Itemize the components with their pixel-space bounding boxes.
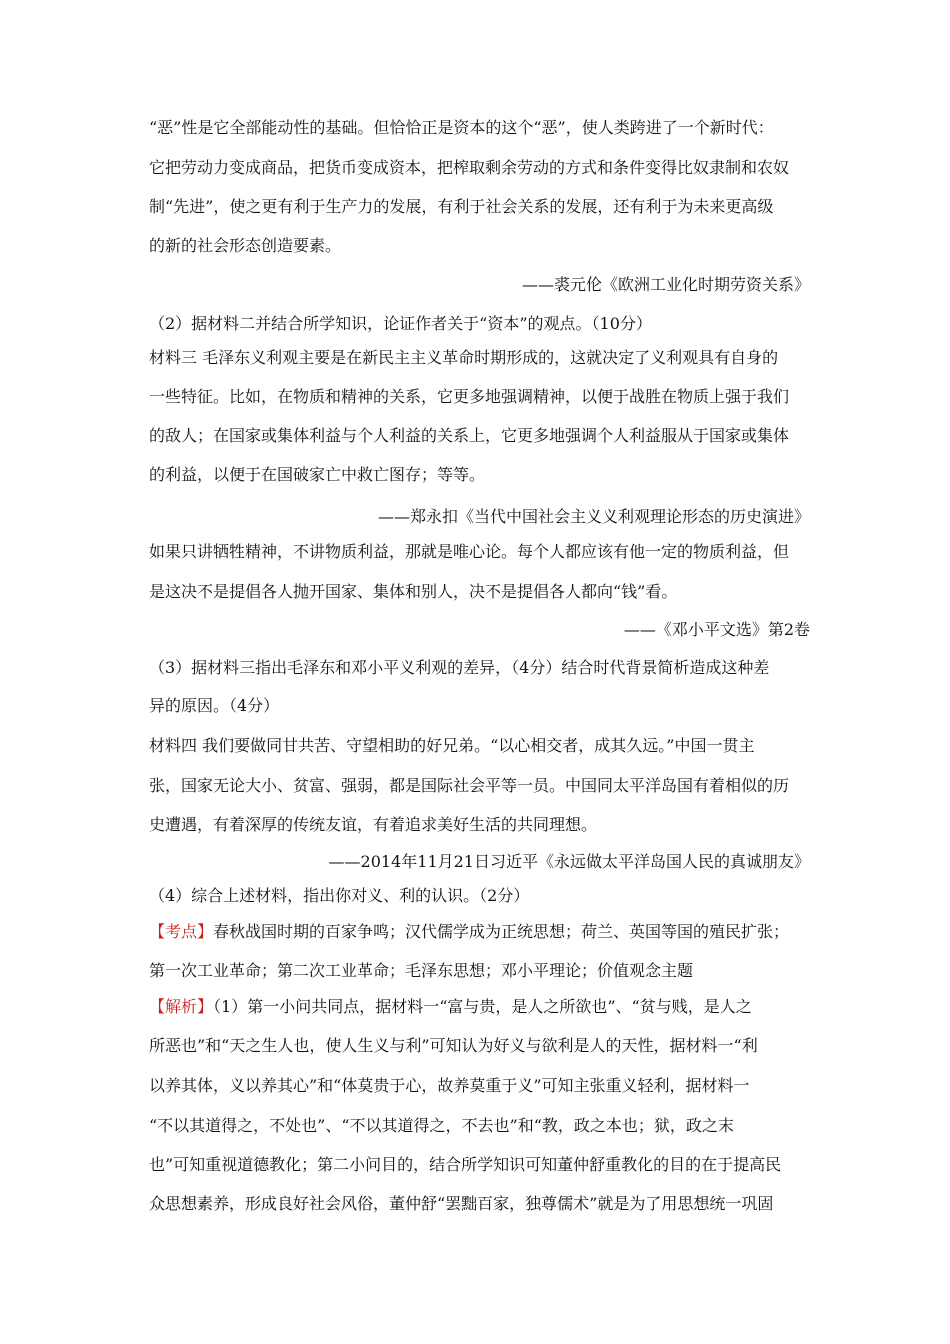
text-line: 材料三 毛泽东义利观主要是在新民主主义革命时期形成的，这就决定了义利观具有自身的 [149, 348, 779, 367]
text-line: 也”可知重视道德教化；第二小问目的，结合所学知识可知董仲舒重教化的目的在于提高民 [149, 1155, 782, 1174]
text-line: 材料四 我们要做同甘共苦、守望相助的好兄弟。“以心相交者，成其久远。”中国一贯主 [149, 736, 755, 755]
text-line: 的利益，以便于在国破家亡中救亡图存；等等。 [149, 465, 486, 484]
text-line: 制“先进”，使之更有利于生产力的发展，有利于社会关系的发展，还有利于为未来更高级 [149, 197, 774, 216]
text-line: 以养其体，义以养其心”和“体莫贵于心，故养莫重于义”可知主张重义轻利，据材料一 [149, 1076, 750, 1095]
text-line: 张，国家无论大小、贫富、强弱，都是国际社会平等一员。中国同太平洋岛国有着相似的历 [149, 776, 790, 795]
question-line: （2）据材料二并结合所学知识，论证作者关于“资本”的观点。（10分） [149, 314, 652, 333]
text-line: 一些特征。比如，在物质和精神的关系，它更多地强调精神，以便于战胜在物质上强于我们 [149, 387, 790, 406]
text-line: 它把劳动力变成商品，把货币变成资本，把榨取剩余劳动的方式和条件变得比奴隶制和农奴 [149, 158, 790, 177]
text-line: 的敌人；在国家或集体利益与个人利益的关系上，它更多地强调个人利益服从于国家或集体 [149, 426, 790, 445]
jiexi-tag: 【解析】 [149, 997, 214, 1016]
text-line: 的新的社会形态创造要素。 [149, 236, 342, 255]
text-line: 史遭遇，有着深厚的传统友谊，有着追求美好生活的共同理想。 [149, 815, 598, 834]
citation-line: ——2014年11月21日习近平《永远做太平洋岛国人民的真诚朋友》 [328, 852, 810, 871]
text-line: “不以其道得之，不处也”、“不以其道得之，不去也”和“教，政之本也；狱，政之末 [149, 1116, 734, 1135]
text-line: “恶”性是它全部能动性的基础。但恰恰正是资本的这个“恶”，使人类跨进了一个新时代： [149, 118, 774, 137]
text-line: 如果只讲牺牲精神，不讲物质利益，那就是唯心论。每个人都应该有他一定的物质利益，但 [149, 542, 790, 561]
citation-line: ——郑永扣《当代中国社会主义义利观理论形态的历史演进》 [377, 507, 810, 526]
text-line: 众思想素养，形成良好社会风俗，董仲舒“罢黜百家，独尊儒术”就是为了用思想统一巩固 [149, 1194, 774, 1213]
question-line: （3）据材料三指出毛泽东和邓小平义利观的差异，（4分）结合时代背景简析造成这种差 [149, 658, 770, 677]
kaodian-tag: 【考点】 [149, 922, 214, 941]
text-line: 异的原因。（4分） [149, 696, 280, 715]
citation-line: ——裘元伦《欧洲工业化时期劳资关系》 [521, 275, 810, 294]
text-line: 所恶也”和“天之生人也，使人生义与利”可知认为好义与欲利是人的天性，据材料一“利 [149, 1036, 758, 1055]
text-line: 第一次工业革命；第二次工业革命；毛泽东思想；邓小平理论；价值观念主题 [149, 961, 694, 980]
citation-line: ——《邓小平文选》第2卷 [623, 620, 810, 639]
kaodian-text: 春秋战国时期的百家争鸣；汉代儒学成为正统思想；荷兰、英国等国的殖民扩张； [213, 922, 790, 941]
text-line: 是这决不是提倡各人抛开国家、集体和别人，决不是提倡各人都向“钱”看。 [149, 582, 678, 601]
kaodian-line [149, 922, 814, 942]
question-line: （4）综合上述材料，指出你对义、利的认识。（2分） [149, 886, 530, 905]
jiexi-text: （1）第一小问共同点，据材料一“富与贵，是人之所欲也”、“贫与贱，是人之 [213, 997, 752, 1016]
jiexi-line [149, 997, 814, 1017]
